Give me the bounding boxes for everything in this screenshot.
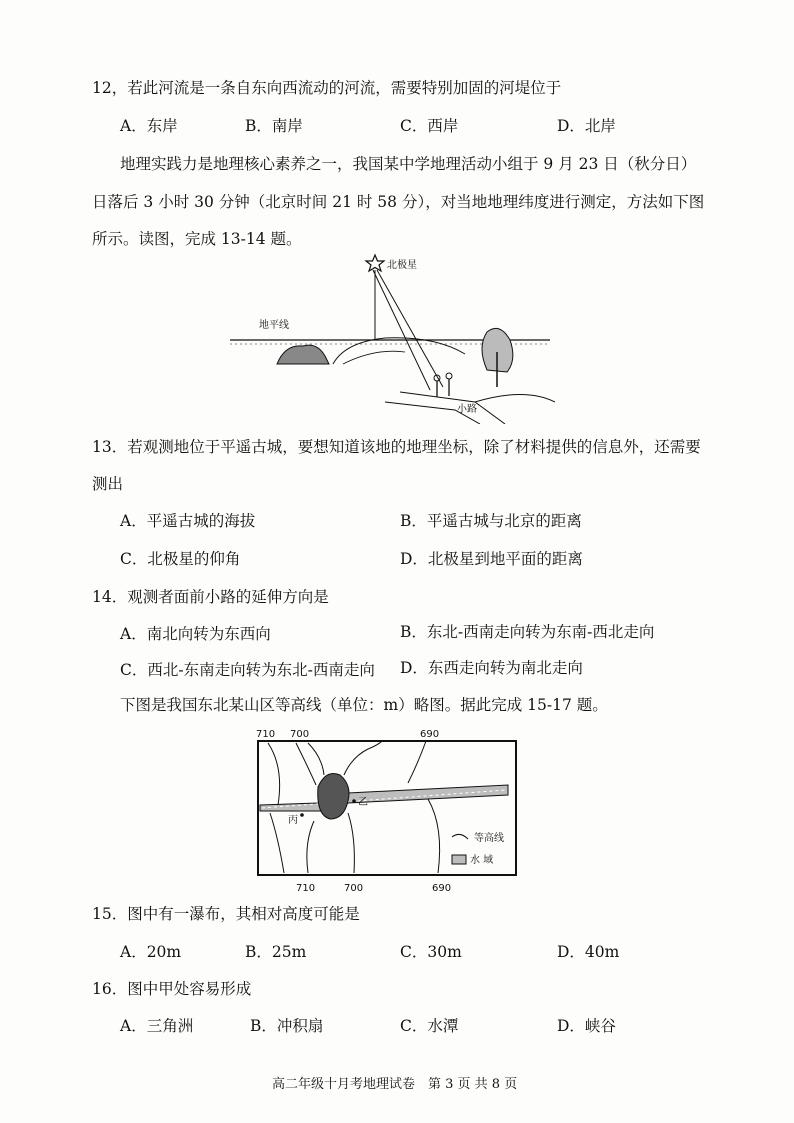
- q12-option-a: A．东岸: [120, 117, 178, 135]
- legend-contour: 等高线: [474, 833, 504, 844]
- q14-stem: 14．观测者面前小路的延伸方向是: [92, 588, 329, 606]
- intro-15-17: 下图是我国东北某山区等高线（单位：m）略图。据此完成 15-17 题。: [120, 696, 608, 714]
- bottom-label-700: 700: [344, 883, 364, 894]
- q12-option-c: C．西岸: [400, 117, 459, 135]
- q12-option-b: B．南岸: [245, 117, 303, 135]
- bottom-label-690: 690: [432, 883, 452, 894]
- q13-option-d: D．北极星到地平面的距离: [400, 550, 583, 568]
- point-yi: 乙: [358, 797, 368, 808]
- q14-option-c: C．西北-东南走向转为东北-西南走向: [120, 661, 375, 679]
- q13-option-c: C．北极星的仰角: [120, 550, 241, 568]
- q13-stem-line2: 测出: [92, 475, 124, 493]
- q14-option-a: A．南北向转为东西向: [120, 625, 271, 643]
- q16-stem: 16．图中甲处容易形成: [92, 980, 252, 998]
- q14-option-b: B．东北-西南走向转为东南-西北走向: [400, 623, 655, 641]
- q16-option-d: D．峡谷: [557, 1017, 616, 1035]
- intro-13-14-line1: 地理实践力是地理核心素养之一，我国某中学地理活动小组于 9 月 23 日（秋分日）: [120, 155, 697, 173]
- contour-map-figure: [248, 727, 528, 895]
- top-label-710: 710: [256, 729, 276, 740]
- intro-13-14-line2: 日落后 3 小时 30 分钟（北京时间 21 时 58 分），对当地地理纬度进行测定，方法如下图: [92, 193, 705, 211]
- top-label-700: 700: [290, 729, 310, 740]
- q16-option-a: A．三角洲: [120, 1017, 194, 1035]
- intro-13-14-line3: 所示。读图，完成 13-14 题。: [92, 230, 302, 248]
- horizon-label: 地平线: [259, 320, 289, 331]
- page-footer: 高二年级十月考地理试卷 第 3 页 共 8 页: [272, 1077, 518, 1092]
- q16-option-b: B．冲积扇: [250, 1017, 324, 1035]
- q12-option-d: D．北岸: [557, 117, 616, 135]
- q15-stem: 15．图中有一瀑布，其相对高度可能是: [92, 905, 360, 923]
- star-icon: [366, 255, 384, 271]
- path-label: 小路: [457, 404, 477, 415]
- polaris-observation-figure: [225, 252, 555, 424]
- q12-stem: 12，若此河流是一条自东向西流动的河流，需要特别加固的河堤位于: [92, 79, 562, 97]
- q15-option-b: B．25m: [245, 943, 307, 961]
- q13-stem-line1: 13．若观测地位于平遥古城，要想知道该地的地理坐标，除了材料提供的信息外，还需要: [92, 438, 701, 456]
- bottom-label-710: 710: [296, 883, 316, 894]
- q16-option-c: C．水潭: [400, 1017, 459, 1035]
- legend-water: 水 域: [470, 855, 494, 866]
- q14-option-d: D．东西走向转为南北走向: [400, 659, 583, 677]
- point-bing: 丙: [288, 815, 298, 826]
- q15-option-c: C．30m: [400, 943, 462, 961]
- q15-option-a: A．20m: [120, 943, 182, 961]
- star-label: 北极星: [387, 260, 417, 271]
- top-label-690: 690: [420, 729, 440, 740]
- q15-option-d: D．40m: [557, 943, 620, 961]
- q13-option-a: A．平遥古城的海拔: [120, 512, 256, 530]
- q13-option-b: B．平遥古城与北京的距离: [400, 512, 582, 530]
